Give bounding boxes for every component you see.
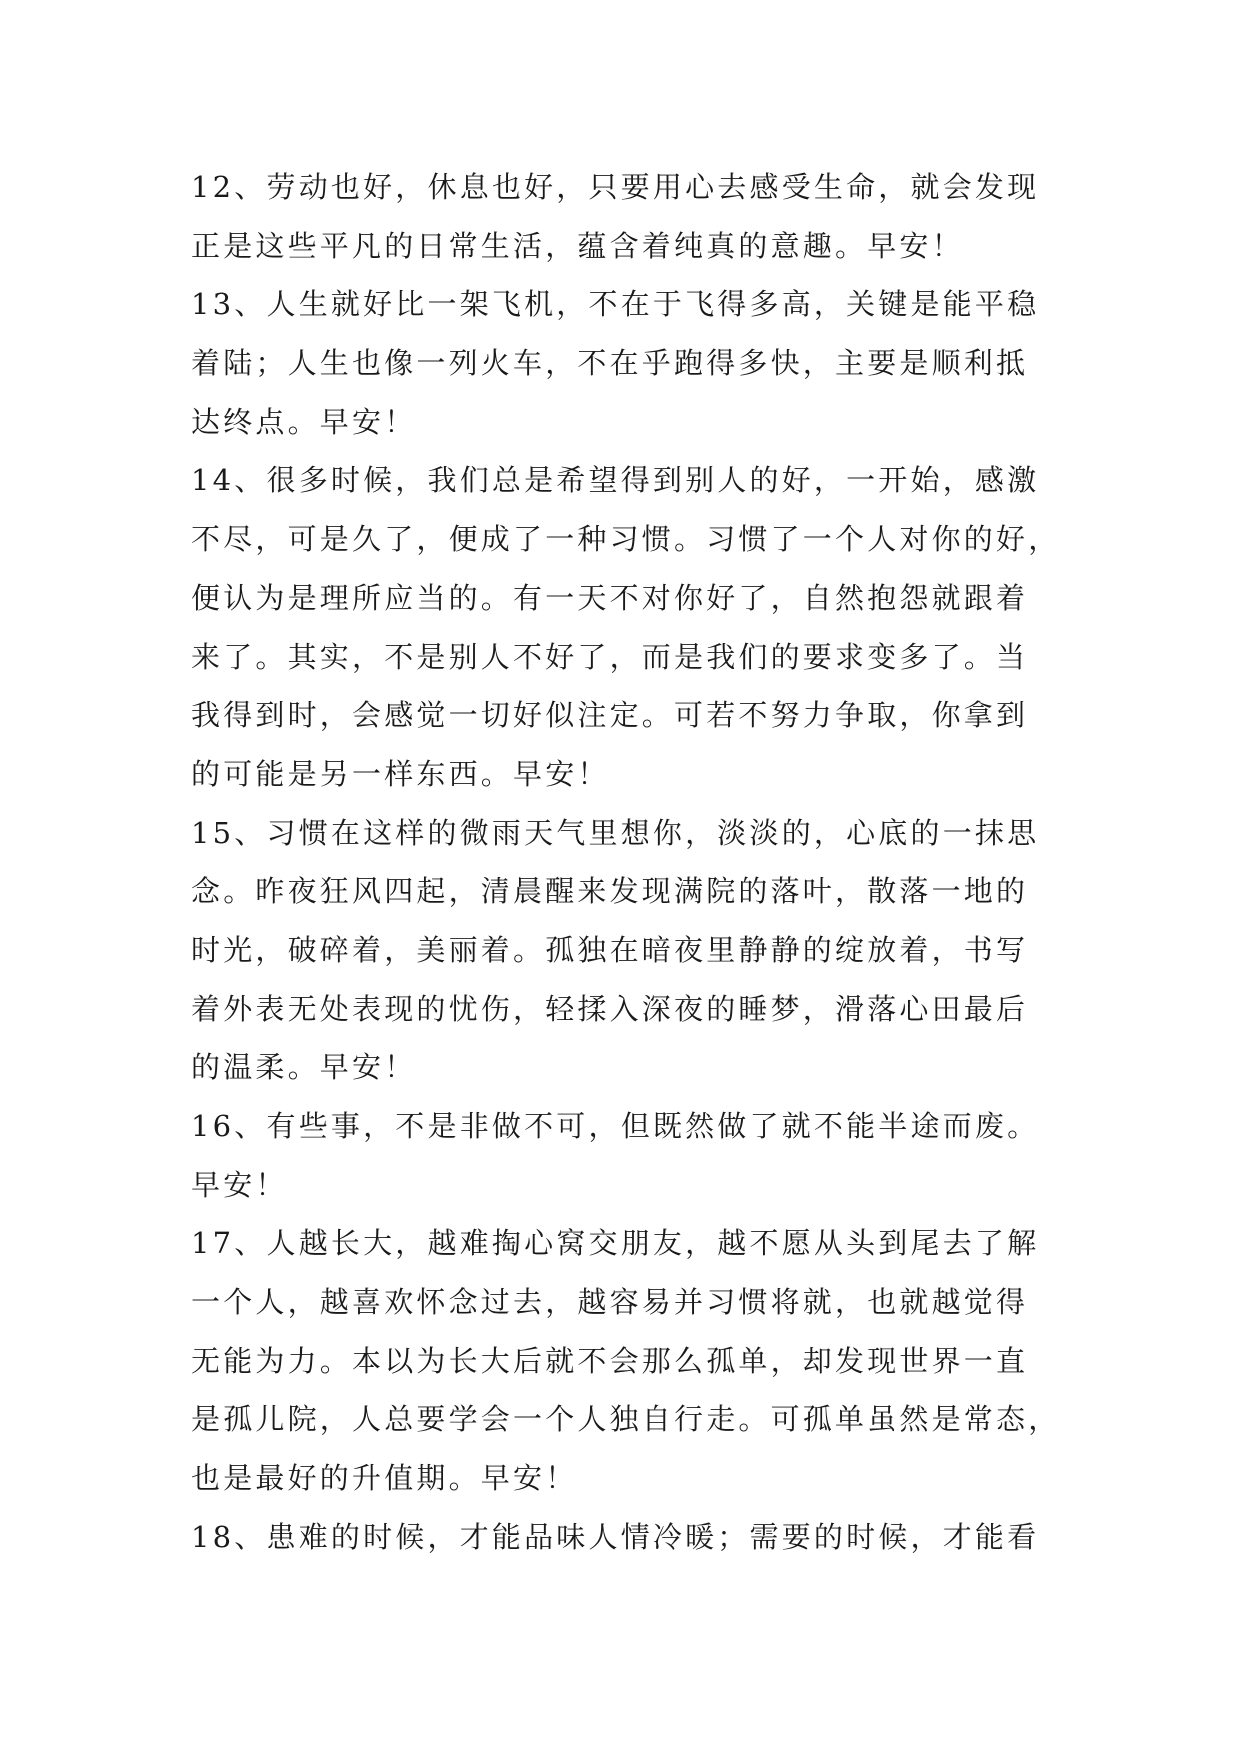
text-line: 18、患难的时候，才能品味人情冷暖；需要的时候，才能看 — [191, 1519, 1040, 1554]
text-line: 16、有些事，不是非做不可，但既然做了就不能半途而废。 — [191, 1109, 1040, 1143]
text-line: 14、很多时候，我们总是希望得到别人的好，一开始，感激 — [191, 463, 1040, 498]
text-line: 念。昨夜狂风四起，清晨醒来发现满院的落叶，散落一地的 — [191, 874, 1029, 909]
text-line: 早安！ — [191, 1167, 288, 1202]
text-line: 正是这些平凡的日常生活，蕴含着纯真的意趣。早安！ — [191, 228, 964, 263]
text-line: 的可能是另一样东西。早安！ — [191, 756, 610, 791]
text-line: 也是最好的升值期。早安！ — [191, 1461, 578, 1496]
text-line: 无能为力。本以为长大后就不会那么孤单，却发现世界一直 — [191, 1343, 1029, 1378]
text-line: 一个人，越喜欢怀念过去，越容易并习惯将就，也就越觉得 — [191, 1285, 1029, 1320]
text-line: 我得到时，会感觉一切好似注定。可若不努力争取，你拿到 — [191, 698, 1029, 733]
text-line: 15、习惯在这样的微雨天气里想你，淡淡的，心底的一抹思 — [191, 815, 1040, 850]
text-line: 来了。其实，不是别人不好了，而是我们的要求变多了。当 — [191, 639, 1029, 674]
text-line: 的温柔。早安！ — [191, 1050, 417, 1085]
text-line: 13、人生就好比一架飞机，不在于飞得多高，关键是能平稳 — [191, 287, 1040, 322]
text-line: 是孤儿院，人总要学会一个人独自行走。可孤单虽然是常态， — [191, 1402, 1061, 1437]
text-line: 不尽，可是久了，便成了一种习惯。习惯了一个人对你的好， — [191, 522, 1061, 557]
text-line: 达终点。早安！ — [191, 404, 417, 439]
text-line: 便认为是理所应当的。有一天不对你好了，自然抱怨就跟着 — [191, 580, 1029, 615]
text-line: 时光，破碎着，美丽着。孤独在暗夜里静静的绽放着，书写 — [191, 932, 1029, 967]
text-line: 着陆；人生也像一列火车，不在乎跑得多快，主要是顺利抵 — [191, 346, 1029, 381]
text-line: 17、人越长大，越难掏心窝交朋友，越不愿从头到尾去了解 — [191, 1226, 1040, 1261]
text-line: 12、劳动也好，休息也好，只要用心去感受生命，就会发现 — [191, 170, 1040, 204]
body-text — [191, 158, 1071, 1567]
text-line: 着外表无处表现的忧伤，轻揉入深夜的睡梦，滑落心田最后 — [191, 991, 1029, 1026]
